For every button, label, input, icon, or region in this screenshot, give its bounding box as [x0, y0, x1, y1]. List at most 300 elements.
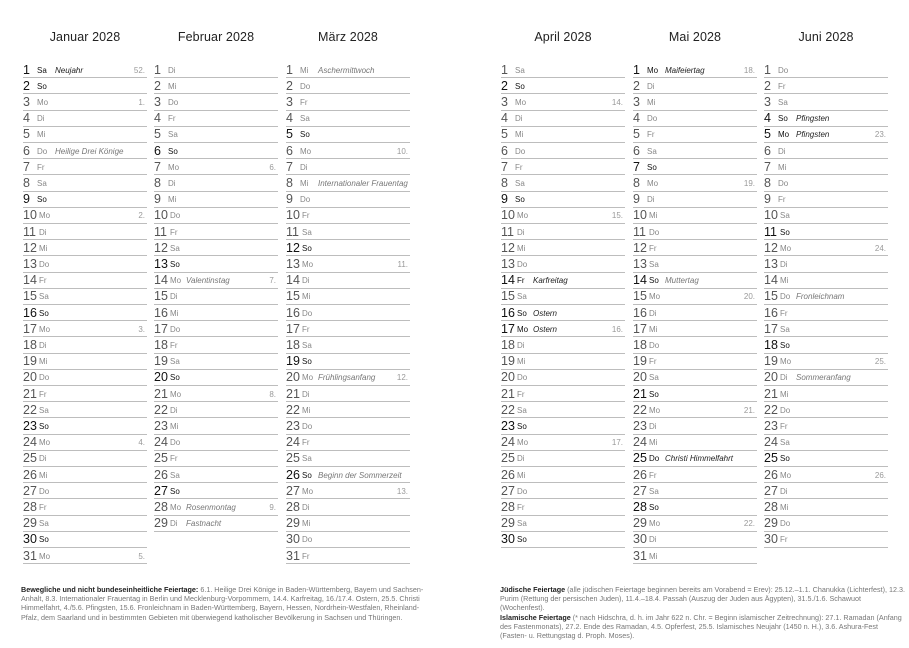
day-row — [764, 532, 888, 548]
weekday-abbreviation: So — [515, 81, 525, 91]
day-row — [286, 273, 410, 289]
day-number: 9 — [501, 192, 508, 207]
day-number: 5 — [501, 127, 508, 142]
day-number: 13 — [501, 256, 515, 271]
day-number: 4 — [501, 111, 508, 126]
weekday-abbreviation: Fr — [780, 421, 788, 431]
day-row — [286, 78, 410, 94]
weekday-abbreviation: Di — [515, 114, 523, 124]
weekday-abbreviation: Di — [37, 114, 45, 124]
weekday-abbreviation: Di — [780, 259, 788, 269]
day-row — [764, 78, 888, 94]
weekday-abbreviation: So — [170, 259, 180, 269]
day-number: 26 — [764, 467, 778, 482]
day-number: 6 — [764, 143, 771, 158]
day-row — [286, 402, 410, 418]
day-number: 9 — [154, 192, 161, 207]
weekday-abbreviation: Fr — [649, 357, 657, 367]
month-title: Februar 2028 — [177, 30, 255, 44]
weekday-abbreviation: So — [302, 357, 312, 367]
weekday-abbreviation: So — [649, 276, 659, 286]
day-number: 4 — [154, 111, 161, 126]
weekday-abbreviation: Di — [649, 535, 657, 545]
day-number: 7 — [23, 159, 30, 174]
day-event: Pfingsten — [796, 130, 830, 140]
day-number: 10 — [23, 208, 37, 223]
day-row — [154, 256, 278, 272]
day-number: 10 — [286, 208, 300, 223]
day-number: 25 — [286, 451, 300, 466]
day-number: 12 — [501, 240, 515, 255]
day-number: 7 — [501, 159, 508, 174]
day-row — [633, 354, 757, 370]
weekday-abbreviation: Mi — [517, 243, 526, 253]
day-number: 8 — [501, 175, 508, 190]
week-number: 21. — [743, 405, 755, 415]
week-number: 25. — [874, 357, 886, 367]
week-number: 5. — [138, 551, 145, 561]
day-number: 14 — [633, 273, 647, 288]
day-event: Muttertag — [665, 276, 699, 286]
day-row — [501, 62, 625, 78]
day-number: 3 — [154, 94, 161, 109]
weekday-abbreviation: So — [780, 454, 790, 464]
day-number: 28 — [764, 499, 778, 514]
day-row — [23, 370, 147, 386]
weekday-abbreviation: Mo — [170, 502, 182, 512]
day-row — [154, 127, 278, 143]
day-number: 28 — [501, 499, 515, 514]
day-event: Heilige Drei Könige — [55, 146, 124, 156]
day-number: 18 — [764, 337, 778, 352]
weekday-abbreviation: Mi — [300, 178, 309, 188]
weekday-abbreviation: Mo — [778, 130, 790, 140]
weekday-abbreviation: Do — [515, 146, 526, 156]
day-number: 2 — [154, 78, 161, 93]
day-row — [633, 548, 757, 564]
day-row — [764, 111, 888, 127]
day-row — [764, 94, 888, 110]
day-number: 21 — [501, 386, 515, 401]
day-row — [501, 289, 625, 305]
day-row — [501, 499, 625, 515]
day-row — [286, 354, 410, 370]
weekday-abbreviation: Di — [517, 340, 525, 350]
week-number: 20. — [743, 292, 755, 302]
day-number: 3 — [633, 94, 640, 109]
day-number: 3 — [501, 94, 508, 109]
day-number: 13 — [764, 256, 778, 271]
day-number: 22 — [633, 402, 647, 417]
day-number: 19 — [501, 354, 515, 369]
day-row — [501, 127, 625, 143]
day-number: 18 — [286, 337, 300, 352]
day-number: 7 — [633, 159, 640, 174]
weekday-abbreviation: Mo — [39, 438, 51, 448]
weekday-abbreviation: Fr — [39, 276, 47, 286]
month-title: Juni 2028 — [798, 30, 854, 44]
day-row — [501, 159, 625, 175]
weekday-abbreviation: Sa — [780, 438, 790, 448]
day-row — [633, 370, 757, 386]
weekday-abbreviation: Mo — [647, 178, 659, 188]
day-row — [286, 467, 410, 483]
day-number: 28 — [154, 499, 168, 514]
day-number: 25 — [501, 451, 515, 466]
day-number: 3 — [764, 94, 771, 109]
day-number: 14 — [501, 273, 515, 288]
weekday-abbreviation: Sa — [649, 259, 659, 269]
weekday-abbreviation: Di — [778, 146, 786, 156]
day-number: 24 — [286, 435, 300, 450]
day-row — [633, 256, 757, 272]
day-row — [501, 418, 625, 434]
day-number: 6 — [501, 143, 508, 158]
footnote-heading-islamic: Islamische Feiertage — [500, 612, 571, 622]
weekday-abbreviation: Do — [302, 535, 313, 545]
day-row — [501, 224, 625, 240]
weekday-abbreviation: Do — [302, 421, 313, 431]
weekday-abbreviation: Mi — [647, 97, 656, 107]
day-event: Christi Himmelfahrt — [665, 454, 734, 464]
day-row — [501, 386, 625, 402]
day-row — [286, 370, 410, 386]
day-row — [633, 240, 757, 256]
week-number: 52. — [133, 65, 145, 75]
day-row — [764, 370, 888, 386]
weekday-abbreviation: Sa — [517, 519, 527, 529]
weekday-abbreviation: Mo — [168, 162, 180, 172]
day-event: Ostern — [533, 308, 558, 318]
day-number: 1 — [501, 62, 508, 77]
weekday-abbreviation: Di — [780, 486, 788, 496]
day-row — [764, 127, 888, 143]
week-number: 2. — [138, 211, 145, 221]
weekday-abbreviation: So — [37, 195, 47, 205]
day-number: 4 — [23, 111, 30, 126]
weekday-abbreviation: Mo — [170, 276, 182, 286]
month-title: Januar 2028 — [49, 30, 121, 44]
day-number: 29 — [764, 516, 778, 531]
day-number: 16 — [154, 305, 168, 320]
weekday-abbreviation: So — [39, 308, 49, 318]
weekday-abbreviation: Fr — [517, 389, 525, 399]
day-event: Valentinstag — [186, 276, 230, 286]
day-number: 19 — [23, 354, 37, 369]
weekday-abbreviation: Mi — [780, 389, 789, 399]
weekday-abbreviation: Mo — [39, 324, 51, 334]
week-number: 15. — [611, 211, 623, 221]
day-number: 17 — [501, 321, 515, 336]
week-number: 8. — [269, 389, 276, 399]
weekday-abbreviation: Di — [647, 81, 655, 91]
day-number: 5 — [23, 127, 30, 142]
weekday-abbreviation: Do — [780, 292, 791, 302]
day-row — [501, 111, 625, 127]
week-number: 3. — [138, 324, 145, 334]
day-row — [501, 321, 625, 337]
weekday-abbreviation: Do — [302, 308, 313, 318]
day-row — [501, 175, 625, 191]
day-number: 23 — [764, 418, 778, 433]
day-row — [501, 192, 625, 208]
day-row — [764, 143, 888, 159]
day-row — [154, 516, 278, 532]
day-number: 29 — [154, 516, 168, 531]
weekday-abbreviation: Fr — [300, 97, 308, 107]
weekday-abbreviation: Mo — [780, 243, 792, 253]
day-event: Neujahr — [55, 65, 84, 75]
day-row — [764, 321, 888, 337]
day-number: 20 — [286, 370, 300, 385]
day-number: 21 — [764, 386, 778, 401]
weekday-abbreviation: Sa — [168, 130, 178, 140]
week-number: 6. — [269, 162, 276, 172]
day-row — [23, 354, 147, 370]
day-row — [501, 370, 625, 386]
week-number: 23. — [874, 130, 886, 140]
day-number: 25 — [764, 451, 778, 466]
day-row — [154, 192, 278, 208]
week-number: 17. — [611, 438, 623, 448]
day-number: 10 — [764, 208, 778, 223]
weekday-abbreviation: Fr — [302, 324, 310, 334]
weekday-abbreviation: Mi — [39, 357, 48, 367]
weekday-abbreviation: Mi — [37, 130, 46, 140]
day-row — [633, 418, 757, 434]
day-number: 28 — [633, 499, 647, 514]
day-row — [633, 402, 757, 418]
day-number: 30 — [633, 532, 647, 547]
day-row — [286, 192, 410, 208]
weekday-abbreviation: Do — [517, 373, 528, 383]
day-row — [23, 516, 147, 532]
day-number: 14 — [154, 273, 168, 288]
day-row — [154, 499, 278, 515]
day-event: Karfreitag — [533, 276, 568, 286]
day-event: Sommeranfang — [796, 373, 851, 383]
day-row — [501, 451, 625, 467]
day-number: 14 — [764, 273, 778, 288]
weekday-abbreviation: Mo — [302, 486, 314, 496]
day-row — [764, 337, 888, 353]
day-row — [501, 273, 625, 289]
weekday-abbreviation: Di — [302, 389, 310, 399]
day-row — [286, 289, 410, 305]
day-row — [23, 483, 147, 499]
day-number: 17 — [764, 321, 778, 336]
day-row — [286, 305, 410, 321]
day-row — [286, 548, 410, 564]
week-number: 7. — [269, 276, 276, 286]
footnote-text-jewish: (alle jüdischen Feiertage beginnen bereits am Vorabend = Erev): 25.12.–1.1. Chanukka (Lichterfest), 12.3. Purim (Rettung der persischen Juden), 11.4.–18.4. Passah (Auszug der Juden aus Ägypten), 31.5./1.6. Schawuot (Wochenfest). — [500, 585, 905, 613]
day-number: 23 — [154, 418, 168, 433]
day-row — [286, 94, 410, 110]
weekday-abbreviation: So — [302, 470, 312, 480]
day-row — [501, 94, 625, 110]
weekday-abbreviation: Mo — [647, 65, 659, 75]
day-row — [633, 435, 757, 451]
weekday-abbreviation: Do — [39, 373, 50, 383]
day-number: 12 — [154, 240, 168, 255]
day-number: 26 — [501, 467, 515, 482]
day-number: 22 — [764, 402, 778, 417]
day-row — [154, 159, 278, 175]
weekday-abbreviation: Di — [302, 502, 310, 512]
weekday-abbreviation: So — [517, 421, 527, 431]
weekday-abbreviation: Di — [649, 308, 657, 318]
day-number: 18 — [23, 337, 37, 352]
weekday-abbreviation: Do — [37, 146, 48, 156]
day-number: 4 — [633, 111, 640, 126]
day-event: Ostern — [533, 324, 558, 334]
weekday-abbreviation: Mi — [39, 243, 48, 253]
weekday-abbreviation: Mo — [302, 373, 314, 383]
weekday-abbreviation: Di — [170, 292, 178, 302]
day-row — [154, 289, 278, 305]
weekday-abbreviation: Sa — [302, 340, 312, 350]
week-number: 16. — [611, 324, 623, 334]
day-number: 12 — [633, 240, 647, 255]
day-number: 7 — [154, 159, 161, 174]
day-number: 8 — [764, 175, 771, 190]
day-number: 15 — [154, 289, 168, 304]
weekday-abbreviation: Sa — [302, 454, 312, 464]
weekday-abbreviation: Sa — [170, 243, 180, 253]
day-number: 10 — [501, 208, 515, 223]
weekday-abbreviation: Di — [649, 421, 657, 431]
day-row — [633, 111, 757, 127]
day-row — [633, 337, 757, 353]
weekday-abbreviation: Di — [168, 65, 176, 75]
weekday-abbreviation: Mi — [302, 405, 311, 415]
day-row — [764, 354, 888, 370]
day-row — [154, 111, 278, 127]
weekday-abbreviation: Mi — [780, 276, 789, 286]
weekday-abbreviation: Do — [300, 195, 311, 205]
weekday-abbreviation: Do — [170, 438, 181, 448]
day-row — [501, 402, 625, 418]
day-number: 27 — [286, 483, 300, 498]
weekday-abbreviation: Fr — [302, 551, 310, 561]
day-number: 13 — [23, 256, 37, 271]
day-number: 22 — [501, 402, 515, 417]
day-row — [23, 208, 147, 224]
day-number: 5 — [764, 127, 771, 142]
day-row — [633, 208, 757, 224]
day-row — [633, 305, 757, 321]
day-number: 10 — [154, 208, 168, 223]
day-number: 23 — [286, 418, 300, 433]
day-row — [764, 467, 888, 483]
weekday-abbreviation: So — [649, 389, 659, 399]
weekday-abbreviation: Fr — [170, 454, 178, 464]
day-row — [23, 175, 147, 191]
day-number: 15 — [286, 289, 300, 304]
day-row — [154, 175, 278, 191]
day-number: 11 — [286, 224, 299, 239]
weekday-abbreviation: Mo — [517, 211, 529, 221]
weekday-abbreviation: Do — [170, 324, 181, 334]
day-number: 1 — [286, 62, 293, 77]
day-number: 2 — [23, 78, 30, 93]
day-number: 17 — [286, 321, 300, 336]
day-number: 22 — [23, 402, 37, 417]
day-event: Pfingsten — [796, 114, 830, 124]
day-row — [633, 386, 757, 402]
day-row — [764, 289, 888, 305]
week-number: 26. — [874, 470, 886, 480]
weekday-abbreviation: Fr — [517, 502, 525, 512]
day-row — [154, 354, 278, 370]
week-number: 12. — [396, 373, 408, 383]
day-number: 5 — [633, 127, 640, 142]
day-row — [286, 451, 410, 467]
day-number: 27 — [764, 483, 778, 498]
day-number: 1 — [764, 62, 771, 77]
day-row — [633, 78, 757, 94]
weekday-abbreviation: Fr — [778, 195, 786, 205]
weekday-abbreviation: Do — [649, 227, 660, 237]
weekday-abbreviation: Do — [168, 97, 179, 107]
right-footnote — [500, 585, 906, 640]
weekday-abbreviation: Di — [39, 340, 47, 350]
day-number: 3 — [286, 94, 293, 109]
day-row — [501, 143, 625, 159]
weekday-abbreviation: Di — [170, 519, 178, 529]
day-row — [23, 127, 147, 143]
day-row — [633, 467, 757, 483]
day-row — [764, 273, 888, 289]
day-number: 1 — [633, 62, 640, 77]
weekday-abbreviation: Do — [649, 340, 660, 350]
day-row — [23, 402, 147, 418]
day-row — [286, 532, 410, 548]
day-row — [286, 143, 410, 159]
day-row — [286, 224, 410, 240]
day-number: 19 — [633, 354, 647, 369]
day-row — [23, 94, 147, 110]
weekday-abbreviation: Fr — [647, 130, 655, 140]
week-number: 9. — [269, 502, 276, 512]
weekday-abbreviation: Mi — [170, 308, 179, 318]
weekday-abbreviation: Mi — [168, 81, 177, 91]
weekday-abbreviation: Di — [39, 227, 47, 237]
month-title: Mai 2028 — [668, 30, 722, 44]
week-number: 18. — [743, 65, 755, 75]
day-row — [154, 94, 278, 110]
weekday-abbreviation: Mi — [515, 130, 524, 140]
day-row — [154, 451, 278, 467]
day-number: 7 — [764, 159, 771, 174]
day-event: Fronleichnam — [796, 292, 845, 302]
weekday-abbreviation: Sa — [37, 178, 47, 188]
day-number: 2 — [286, 78, 293, 93]
day-row — [501, 532, 625, 548]
day-row — [633, 94, 757, 110]
weekday-abbreviation: So — [649, 502, 659, 512]
day-number: 11 — [633, 224, 646, 239]
weekday-abbreviation: Mi — [517, 357, 526, 367]
month-title: März 2028 — [318, 30, 378, 44]
day-row — [286, 111, 410, 127]
weekday-abbreviation: Fr — [649, 243, 657, 253]
day-number: 26 — [23, 467, 37, 482]
weekday-abbreviation: Di — [780, 373, 788, 383]
day-row — [764, 435, 888, 451]
day-event: Frühlingsanfang — [318, 373, 376, 383]
weekday-abbreviation: Mo — [39, 211, 51, 221]
